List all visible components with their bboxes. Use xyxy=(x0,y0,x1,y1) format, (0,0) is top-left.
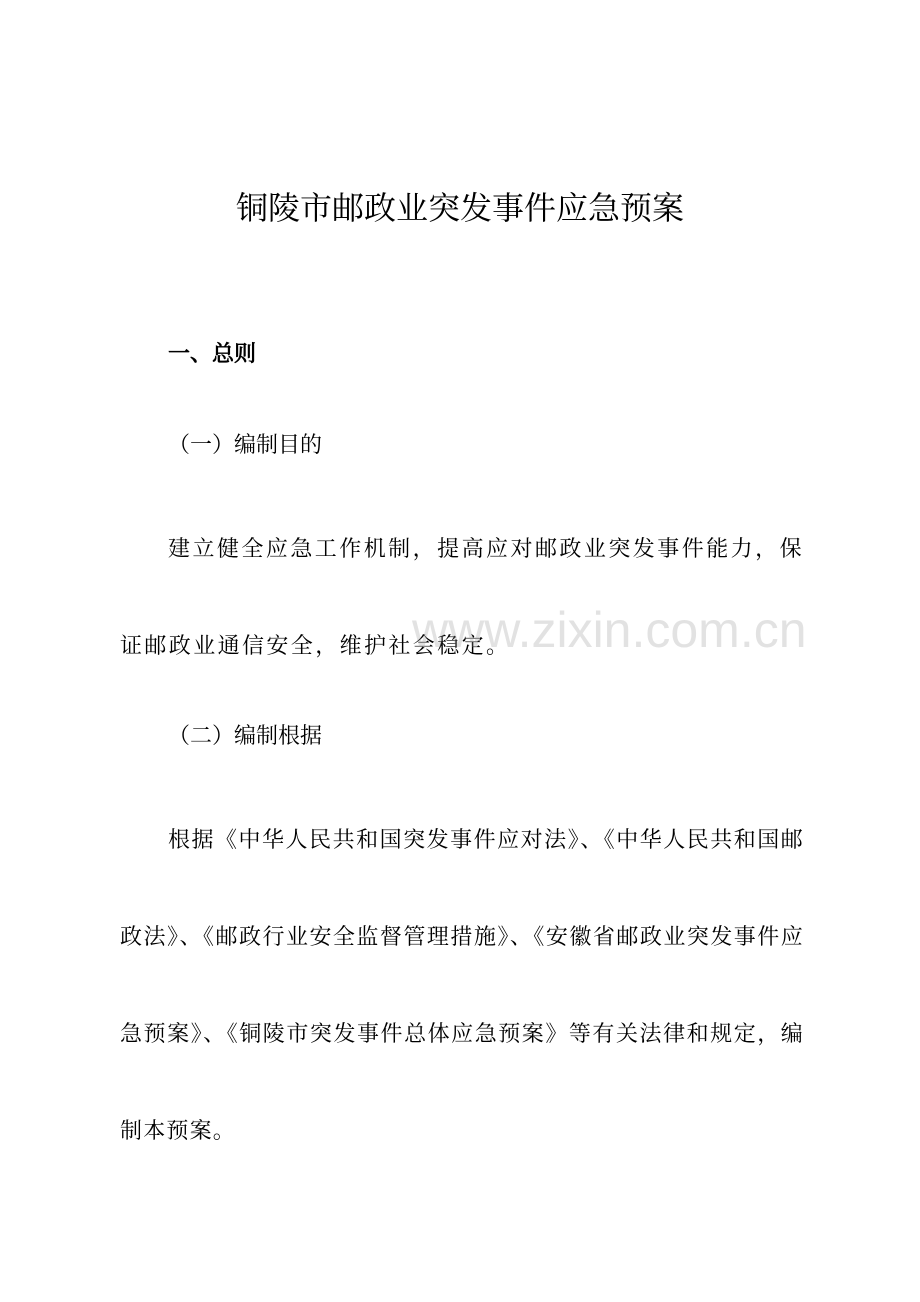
section-heading-general: 一、总则 xyxy=(168,342,257,367)
subsection-heading-basis: （二）编制根据 xyxy=(168,724,323,749)
subsection-heading-purpose: （一）编制目的 xyxy=(168,433,323,458)
document-title: 铜陵市邮政业突发事件应急预案 xyxy=(235,189,684,227)
paragraph-purpose: 建立健全应急工作机制，提高应对邮政业突发事件能力，保证邮政业通信安全，维护社会稳定。 xyxy=(120,537,804,659)
watermark-text: www.zixin.com.cn xyxy=(412,602,807,658)
paragraph-basis: 根据《中华人民共和国突发事件应对法》、《中华人民共和国邮政法》、《邮政行业安全监督管理措施》、《安徽省邮政业突发事件应急预案》、《铜陵市突发事件总体应急预案》等有关法律和规定，编制本预案。 xyxy=(120,828,804,1144)
